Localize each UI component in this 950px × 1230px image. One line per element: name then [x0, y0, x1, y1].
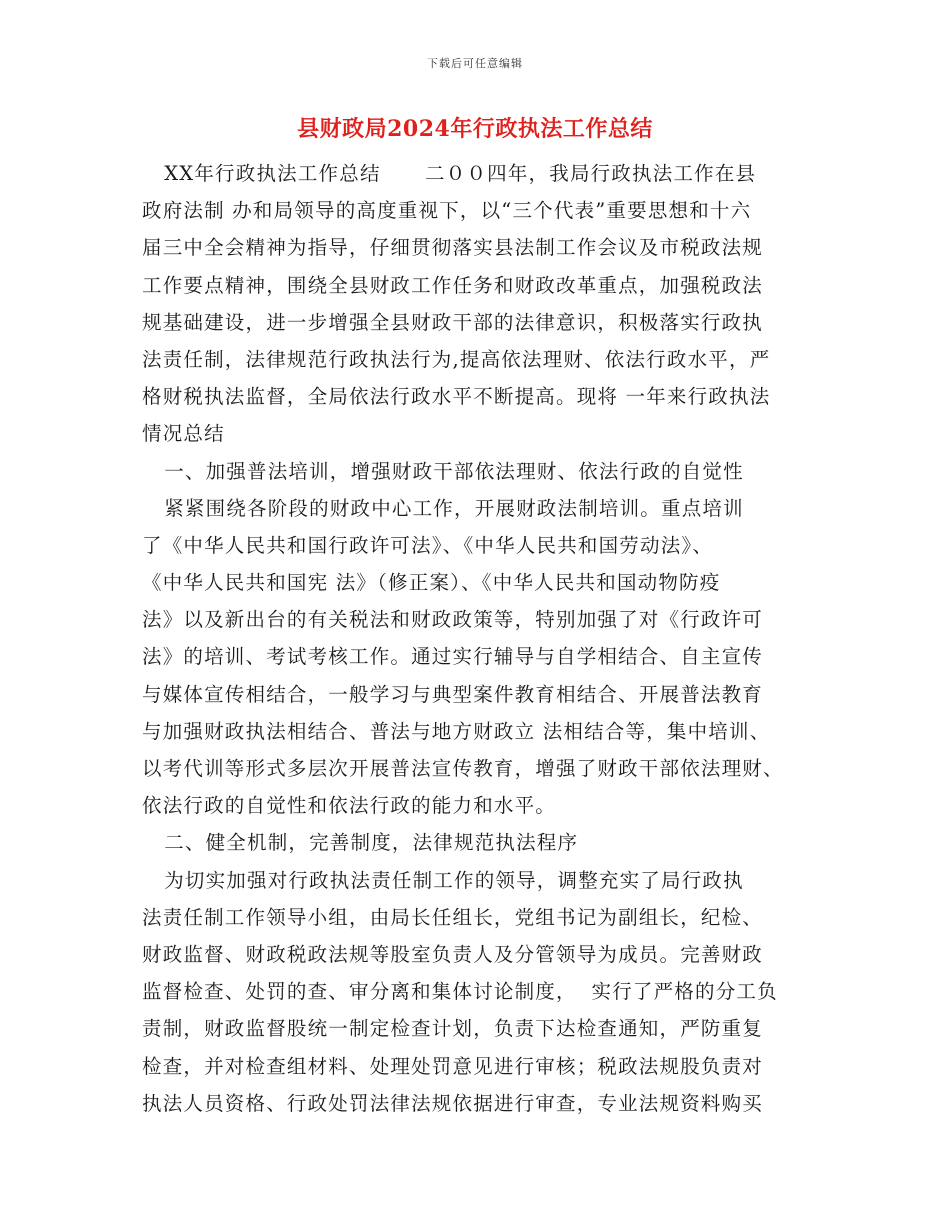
header-note: 下载后可任意编辑	[427, 57, 523, 70]
body-line: 政府法制 办和局领导的高度重视下，以“三个代表”重要思想和十六	[142, 199, 752, 223]
body-line: 责制，财政监督股统一制定检查计划，负责下达检查通知，严防重复	[142, 1017, 764, 1041]
body-line: 法》以及新出台的有关税法和财政政策等，特别加强了对《行政许可	[142, 608, 764, 632]
body-line: 财政监督、财政税政法规等股室负责人及分管领导为成员。完善财政	[142, 942, 764, 966]
body-line: 检查，并对检查组材料、处理处罚意见进行审核；税政法规股负责对	[142, 1054, 764, 1078]
body-line: 工作要点精神，围绕全县财政工作任务和财政改革重点，加强税政法	[142, 273, 764, 297]
body-line: 紧紧围绕各阶段的财政中心工作，开展财政法制培训。重点培训	[142, 496, 744, 520]
body-line: XX年行政执法工作总结 二００四年，我局行政执法工作在县	[142, 162, 757, 185]
document-title: 县财政局2024年行政执法工作总结	[297, 116, 653, 142]
document-body	[142, 160, 810, 1127]
body-line: 执法人员资格、行政处罚法律法规依据进行审查，专业法规资料购买	[142, 1091, 764, 1115]
body-line: 了《中华人民共和国行政许可法》、《中华人民共和国劳动法》、	[142, 533, 714, 557]
body-line: 一、加强普法培训，增强财政干部依法理财、依法行政的自觉性	[142, 459, 744, 483]
body-line: 格财税执法监督，全局依法行政水平不断提高。现将 一年来行政执法	[142, 385, 771, 409]
body-line: 法责任制，法律规范行政执法行为,提高依法理财、依法行政水平，严	[142, 347, 771, 371]
body-line: 二、健全机制，完善制度，法律规范执法程序	[142, 831, 579, 855]
body-line: 以考代训等形式多层次开展普法宣传教育，增强了财政干部依法理财、	[142, 757, 784, 780]
body-line: 规基础建设，进一步增强全县财政干部的法律意识，积极落实行政执	[142, 310, 764, 334]
body-line: 监督检查、处罚的查、审分离和集体讨论制度， 实行了严格的分工负	[142, 980, 778, 1004]
body-line: 法》的培训、考试考核工作。通过实行辅导与自学相结合、自主宣传	[142, 645, 764, 669]
body-line: 依法行政的自觉性和依法行政的能力和水平。	[142, 794, 557, 818]
body-line: 为切实加强对行政执法责任制工作的领导，调整充实了局行政执	[142, 868, 744, 892]
body-line: 情况总结	[142, 422, 225, 446]
body-line: 法责任制工作领导小组，由局长任组长，党组书记为副组长，纪检、	[142, 905, 764, 929]
body-line: 届三中全会精神为指导，仔细贯彻落实县法制工作会议及市税政法规	[142, 236, 764, 260]
body-line: 《中华人民共和国宪 法》（修正案）、《中华人民共和国动物防疫	[142, 571, 721, 595]
body-line: 与媒体宣传相结合，一般学习与典型案件教育相结合、开展普法教育	[142, 682, 764, 706]
body-line: 与加强财政执法相结合、普法与地方财政立 法相结合等，集中培训、	[142, 719, 771, 743]
